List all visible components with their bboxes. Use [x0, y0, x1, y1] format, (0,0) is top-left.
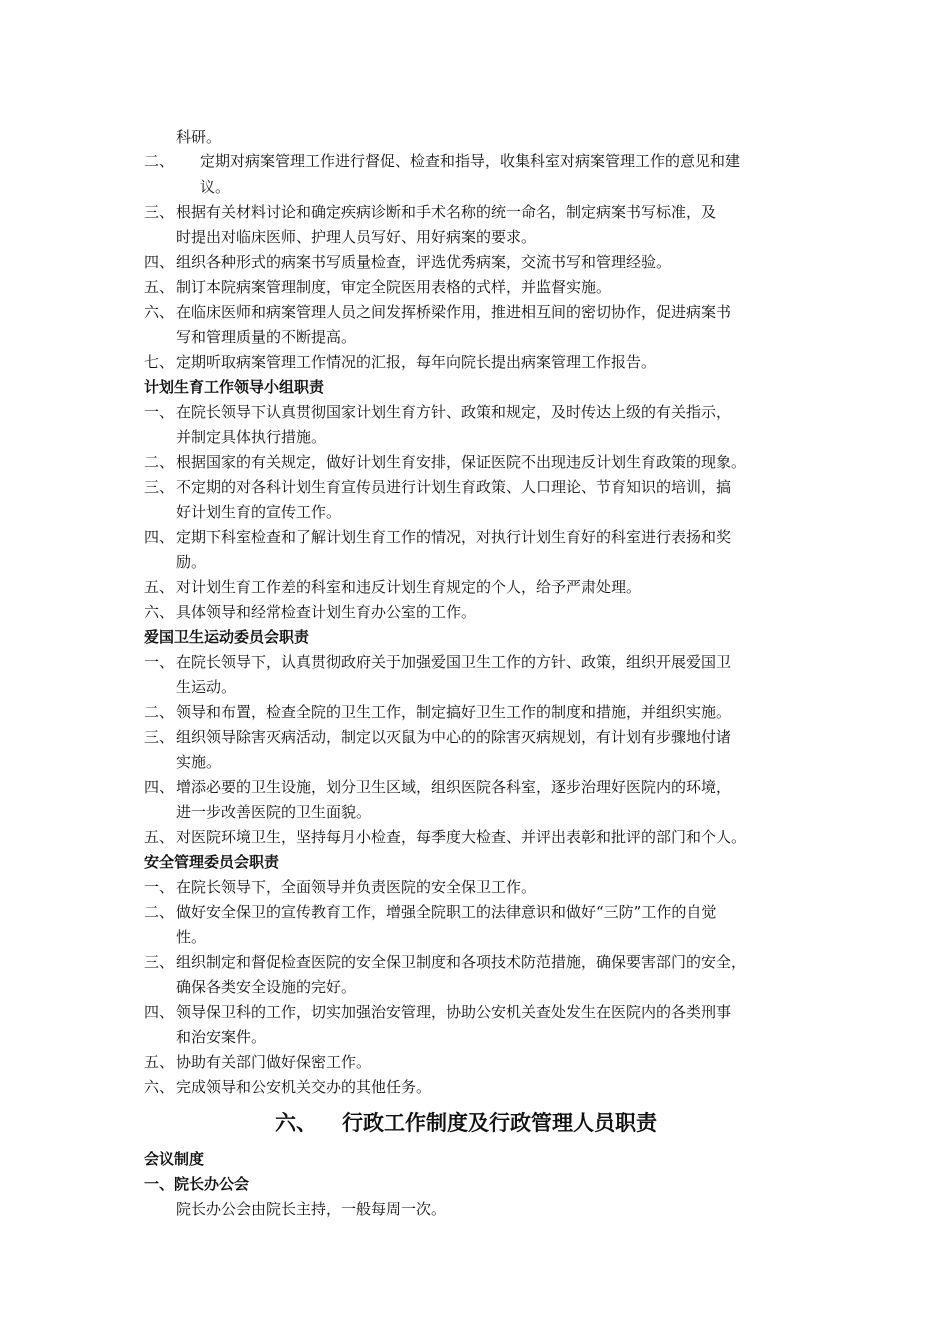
list-item-number: 三、 — [144, 953, 175, 971]
list-item-text: 领导和布置，检查全院的卫生工作，制定搞好卫生工作的制度和措施，并组织实施。 — [176, 703, 732, 721]
chapter-title: 行政工作制度及行政管理人员职责 — [342, 1111, 657, 1135]
list-item-continuation-text: 实施。 — [176, 753, 222, 771]
list-item-number: 五、 — [144, 828, 175, 846]
list-item-continuation-text: 好计划生育的宣传工作。 — [176, 503, 342, 521]
list-item-text: 定期下科室检查和了解计划生育工作的情况，对执行计划生育好的科室进行表扬和奖 — [176, 528, 732, 546]
section-heading-text: 安全管理委员会职责 — [144, 853, 280, 871]
list-item-continuation-text: 和治安案件。 — [176, 1028, 267, 1046]
list-item-text: 制订本院病案管理制度，审定全院医用表格的式样，并监督实施。 — [176, 278, 612, 296]
chapter-number: 六、 — [275, 1111, 317, 1135]
list-item-number: 二、 — [144, 453, 175, 471]
list-item-number: 三、 — [144, 478, 175, 496]
list-item-number: 一、 — [144, 653, 175, 671]
list-item-continuation-text: 科研。 — [176, 128, 222, 146]
list-item-text: 具体领导和经常检查计划生育办公室的工作。 — [176, 603, 477, 621]
list-item-text: 根据国家的有关规定，做好计划生育安排，保证医院不出现违反计划生育政策的现象。 — [176, 453, 747, 471]
list-item-continuation-text: 确保各类安全设施的完好。 — [176, 978, 357, 996]
list-item-number: 五、 — [144, 578, 175, 596]
list-item-number: 六、 — [144, 1078, 175, 1096]
list-item-number: 二、 — [144, 152, 175, 170]
list-item-continuation-text: 性。 — [176, 928, 207, 946]
list-item-text: 定期听取病案管理工作情况的汇报，每年向院长提出病案管理工作报告。 — [176, 353, 657, 371]
list-item-text: 不定期的对各科计划生育宣传员进行计划生育政策、人口理论、节育知识的培训，搞 — [176, 478, 732, 496]
list-item-number: 三、 — [144, 728, 175, 746]
list-item-continuation-text: 议。 — [200, 178, 231, 196]
section-heading-text: 爱国卫生运动委员会职责 — [144, 628, 310, 646]
list-item-text: 完成领导和公安机关交办的其他任务。 — [176, 1078, 432, 1096]
list-item-number: 六、 — [144, 603, 175, 621]
list-item-number: 四、 — [144, 1003, 175, 1021]
list-item-text: 组织制定和督促检查医院的安全保卫制度和各项技术防范措施，确保要害部门的安全， — [176, 953, 747, 971]
section-heading-text: 会议制度 — [144, 1150, 205, 1168]
list-item-number: 三、 — [144, 203, 175, 221]
list-item-text: 定期对病案管理工作进行督促、检查和指导，收集科室对病案管理工作的意见和建 — [200, 152, 741, 170]
list-item-number: 六、 — [144, 303, 175, 321]
section-heading-text: 一、院长办公会 — [144, 1175, 250, 1193]
list-item-continuation-text: 励。 — [176, 553, 207, 571]
list-item-number: 一、 — [144, 878, 175, 896]
list-item-text: 在院长领导下，认真贯彻政府关于加强爱国卫生工作的方针、政策，组织开展爱国卫 — [176, 653, 732, 671]
list-item-continuation-text: 进一步改善医院的卫生面貌。 — [176, 803, 372, 821]
section-heading-text: 计划生育工作领导小组职责 — [144, 378, 325, 396]
list-item-text: 在临床医师和病案管理人员之间发挥桥梁作用，推进相互间的密切协作，促进病案书 — [176, 303, 732, 321]
list-item-continuation-text: 院长办公会由院长主持，一般每周一次。 — [176, 1200, 447, 1218]
list-item-text: 增添必要的卫生设施，划分卫生区域，组织医院各科室，逐步治理好医院内的环境， — [176, 778, 732, 796]
list-item-continuation-text: 时提出对临床医师、护理人员写好、用好病案的要求。 — [176, 228, 537, 246]
list-item-continuation-text: 写和管理质量的不断提高。 — [176, 328, 357, 346]
list-item-text: 领导保卫科的工作，切实加强治安管理，协助公安机关查处发生在医院内的各类刑事 — [176, 1003, 732, 1021]
list-item-text: 组织各种形式的病案书写质量检查，评选优秀病案，交流书写和管理经验。 — [176, 253, 672, 271]
list-item-text: 对计划生育工作差的科室和违反计划生育规定的个人，给予严肃处理。 — [176, 578, 642, 596]
list-item-text: 组织领导除害灭病活动，制定以灭鼠为中心的的除害灭病规划，有计划有步骤地付诸 — [176, 728, 732, 746]
list-item-text: 在院长领导下认真贯彻国家计划生育方针、政策和规定，及时传达上级的有关指示， — [176, 403, 732, 421]
list-item-number: 一、 — [144, 403, 175, 421]
list-item-number: 四、 — [144, 253, 175, 271]
list-item-text: 做好安全保卫的宣传教育工作，增强全院职工的法律意识和做好“三防”工作的自觉 — [176, 903, 717, 921]
list-item-number: 五、 — [144, 278, 175, 296]
list-item-number: 五、 — [144, 1053, 175, 1071]
list-item-text: 根据有关材料讨论和确定疾病诊断和手术名称的统一命名，制定病案书写标准，及 — [176, 203, 717, 221]
list-item-number: 四、 — [144, 528, 175, 546]
list-item-continuation-text: 生运动。 — [176, 678, 237, 696]
list-item-text: 在院长领导下，全面领导并负责医院的安全保卫工作。 — [176, 878, 537, 896]
list-item-text: 协助有关部门做好保密工作。 — [176, 1053, 372, 1071]
list-item-text: 对医院环境卫生，坚持每月小检查，每季度大检查、并评出表彰和批评的部门和个人。 — [176, 828, 747, 846]
list-item-number: 七、 — [144, 353, 175, 371]
list-item-number: 二、 — [144, 703, 175, 721]
list-item-number: 四、 — [144, 778, 175, 796]
list-item-continuation-text: 并制定具体执行措施。 — [176, 428, 327, 446]
list-item-number: 二、 — [144, 903, 175, 921]
